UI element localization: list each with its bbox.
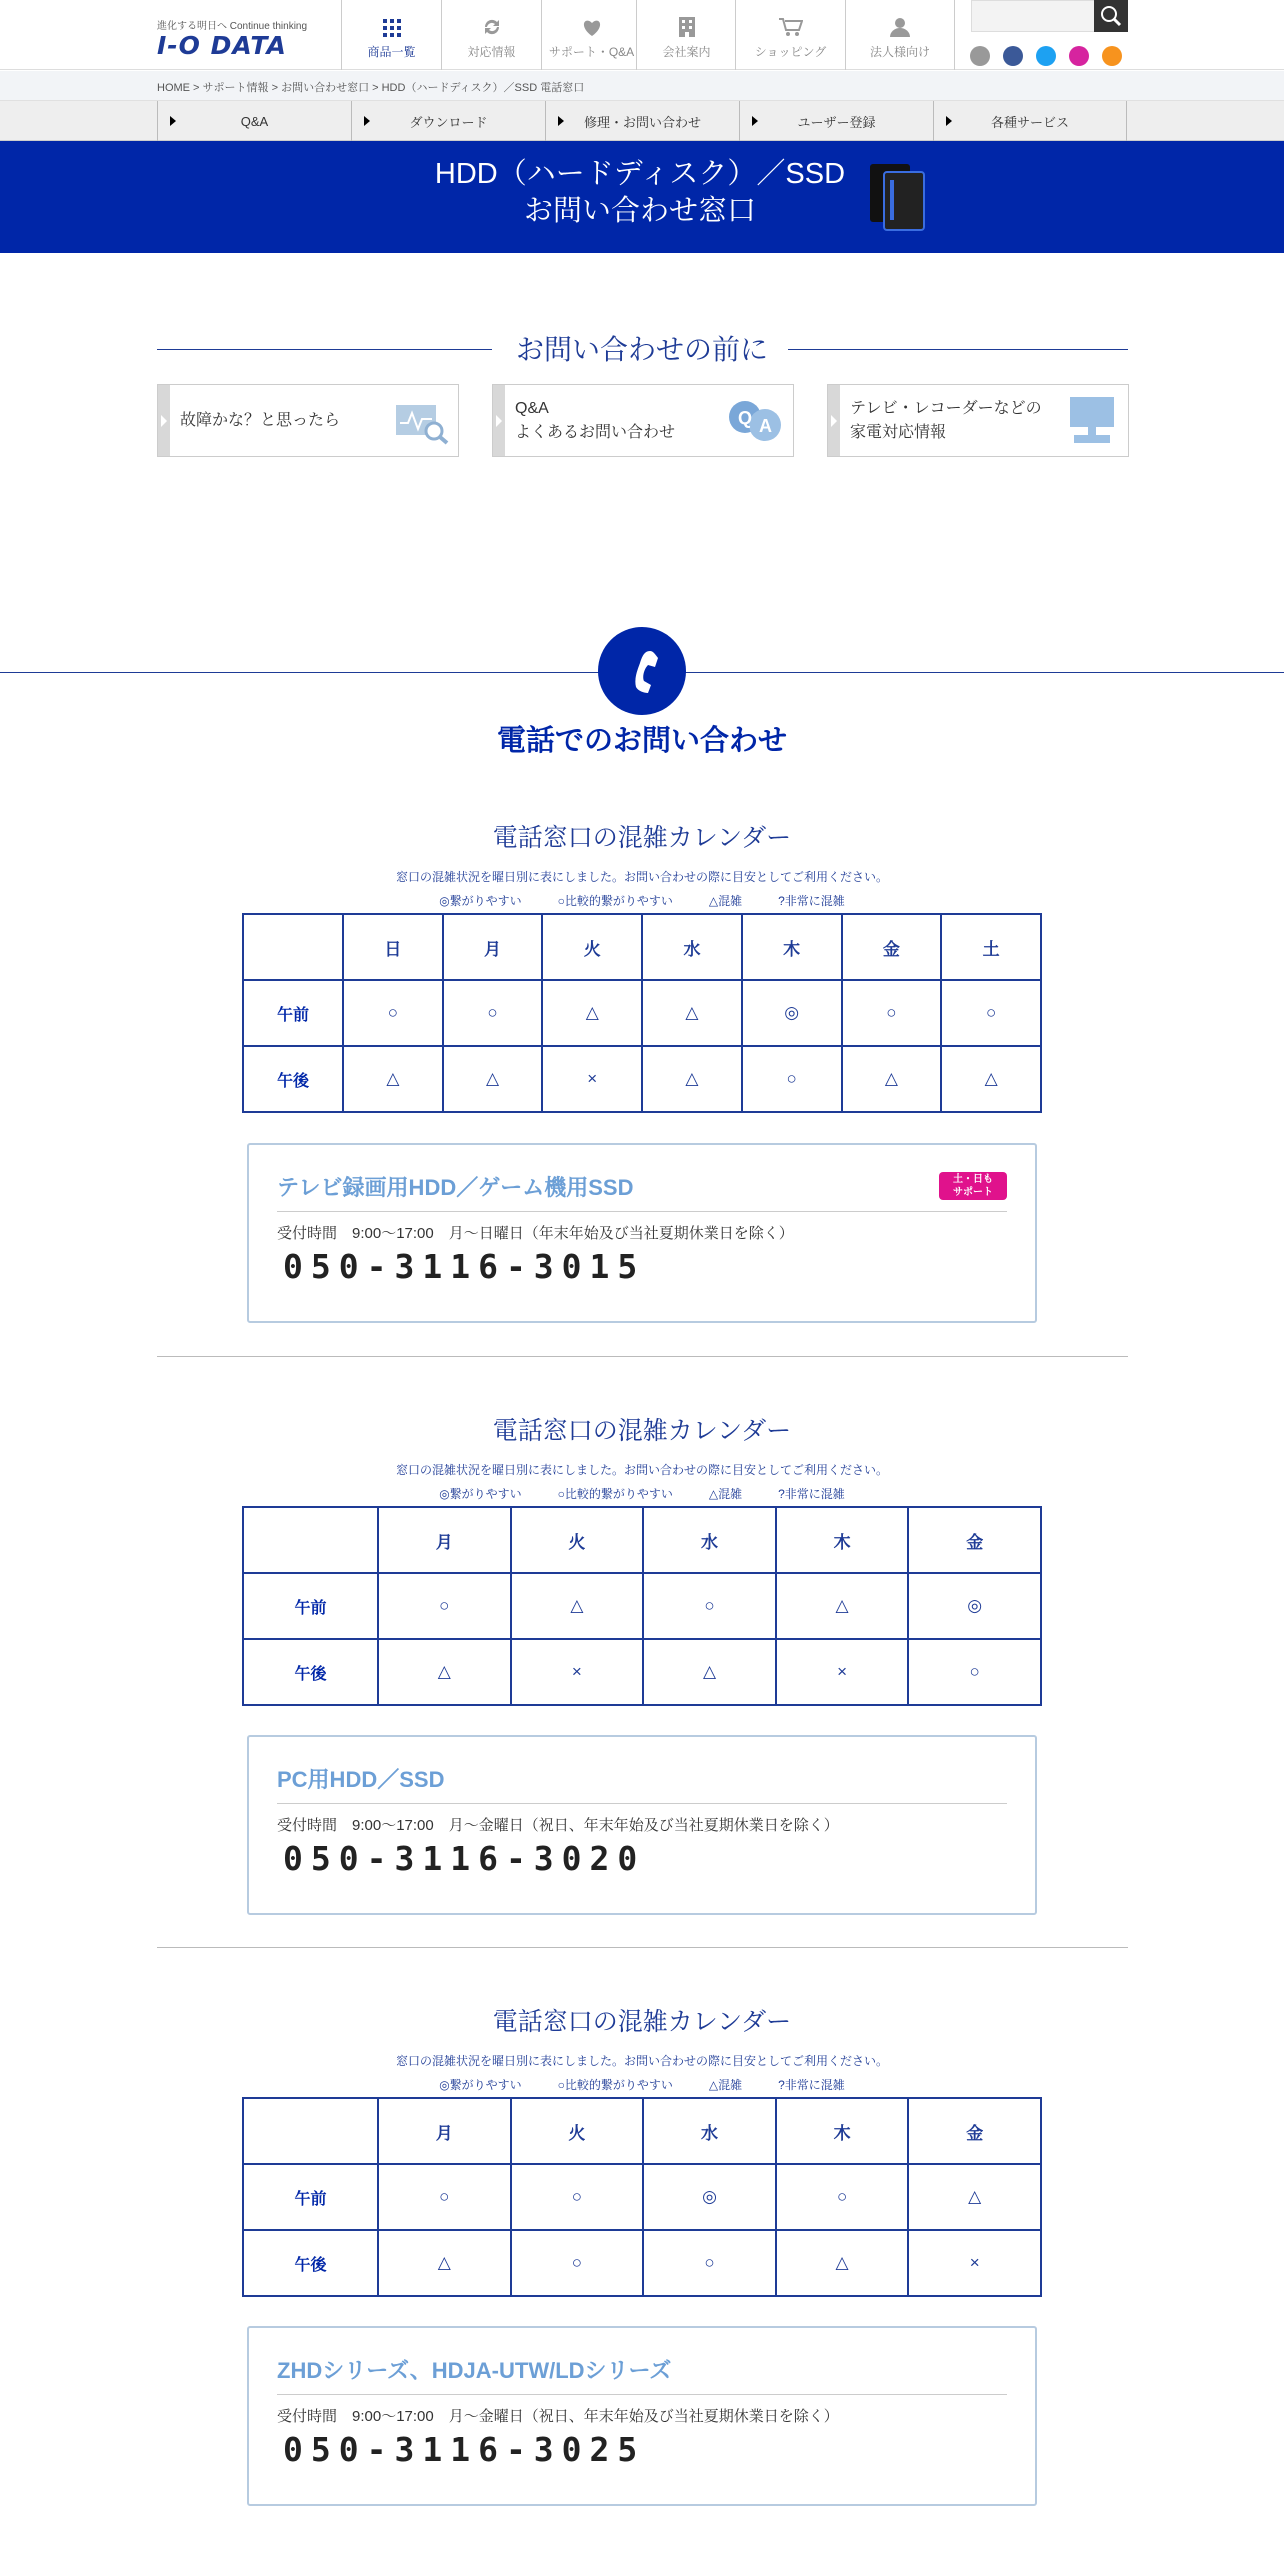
- twitter-icon[interactable]: [1036, 46, 1056, 66]
- search-button[interactable]: [1094, 0, 1128, 32]
- card-qa[interactable]: [492, 384, 794, 457]
- rss-icon[interactable]: [1102, 46, 1122, 66]
- calendar-legend: ◎繋がりやすい ○比較的繋がりやすい △混雑 ?非常に混雑: [439, 1487, 845, 1501]
- card-label: 故障かな？と思ったら: [180, 411, 341, 429]
- day-header: 水: [642, 914, 742, 980]
- nav-business[interactable]: [845, 0, 955, 70]
- svg-text:A: A: [759, 416, 772, 436]
- subnav-qa[interactable]: Q&A: [157, 101, 351, 141]
- phone-number[interactable]: 050-3116-3025: [283, 2430, 646, 2469]
- nav-label: 商品一覧: [367, 45, 416, 59]
- facebook-icon[interactable]: [1003, 46, 1023, 66]
- status-cell: △: [511, 1573, 644, 1639]
- status-cell: ×: [776, 1639, 909, 1705]
- sitemap-icon[interactable]: [970, 46, 990, 66]
- contact-box: [247, 1735, 1037, 1915]
- subnav-services[interactable]: 各種サービス: [933, 101, 1127, 141]
- nav-compat[interactable]: [441, 0, 541, 70]
- status-cell: ○: [742, 1046, 842, 1112]
- table-corner: [243, 1507, 378, 1573]
- nav-label: 法人様向け: [869, 45, 930, 59]
- day-header: 水: [643, 2098, 776, 2164]
- status-cell: △: [378, 2230, 511, 2296]
- tv-icon: [1070, 397, 1114, 445]
- nav-products[interactable]: [341, 0, 441, 70]
- contact-title: ZHDシリーズ、HDJA-UTW/LDシリーズ: [277, 2358, 672, 2383]
- day-header: 月: [443, 914, 543, 980]
- qa-bubble-icon: [725, 397, 787, 447]
- table-corner: [243, 914, 343, 980]
- divider: [157, 1356, 1128, 1357]
- contact-title: テレビ録画用HDD／ゲーム機用SSD: [277, 1175, 634, 1200]
- table-header-row: [243, 1507, 1041, 1573]
- phone-icon: [598, 627, 686, 715]
- divider: [277, 2394, 1007, 2395]
- card-sublabel: よくあるお問い合わせ: [515, 423, 676, 441]
- logo-tagline: 進化する明日へ Continue thinking: [157, 21, 308, 32]
- nav-label: 対応情報: [467, 45, 516, 59]
- divider: [277, 1211, 1007, 1212]
- status-cell: △: [643, 1639, 776, 1705]
- status-cell: ○: [511, 2164, 644, 2230]
- phone-section-title: 電話でのお問い合わせ: [496, 725, 787, 757]
- status-cell: ○: [941, 980, 1041, 1046]
- status-cell: △: [542, 980, 642, 1046]
- table-row: [243, 1573, 1041, 1639]
- svg-text:Q: Q: [738, 408, 753, 428]
- status-cell: ×: [908, 2230, 1041, 2296]
- status-cell: ×: [542, 1046, 642, 1112]
- congestion-table: [242, 1506, 1042, 1706]
- congestion-table: [242, 2097, 1042, 2297]
- card-troubleshoot[interactable]: [157, 384, 459, 457]
- card-label: テレビ・レコーダーなどの: [850, 399, 1042, 417]
- nav-label: サポート・Q&A: [548, 45, 635, 59]
- status-cell: ○: [908, 1639, 1041, 1705]
- day-header: 木: [776, 1507, 909, 1573]
- subnav-registration[interactable]: ユーザー登録: [739, 101, 933, 141]
- status-cell: △: [842, 1046, 942, 1112]
- calendar-description: 窓口の混雑状況を曜日別に表にしました。お問い合わせの際に目安としてご利用ください。: [395, 1463, 888, 1477]
- calendar-legend: ◎繋がりやすい ○比較的繋がりやすい △混雑 ?非常に混雑: [439, 894, 845, 908]
- status-cell: △: [776, 1573, 909, 1639]
- day-header: 木: [776, 2098, 909, 2164]
- calendar-legend: ◎繋がりやすい ○比較的繋がりやすい △混雑 ?非常に混雑: [439, 2078, 845, 2092]
- status-cell: ○: [643, 2230, 776, 2296]
- row-label: 午後: [243, 1639, 378, 1705]
- table-row: [243, 1046, 1041, 1112]
- nav-label: 会社案内: [662, 45, 711, 59]
- row-label: 午前: [243, 980, 343, 1046]
- calendar-title: 電話窓口の混雑カレンダー: [492, 1417, 792, 1445]
- calendar-title: 電話窓口の混雑カレンダー: [492, 824, 792, 852]
- day-header: 火: [511, 1507, 644, 1573]
- instagram-icon[interactable]: [1069, 46, 1089, 66]
- day-header: 日: [343, 914, 443, 980]
- section-title: お問い合わせの前に: [515, 334, 768, 365]
- contact-box: [247, 1143, 1037, 1323]
- status-cell: ◎: [908, 1573, 1041, 1639]
- phone-number[interactable]: 050-3116-3020: [283, 1839, 646, 1878]
- status-cell: ○: [842, 980, 942, 1046]
- search-input[interactable]: [971, 0, 1098, 32]
- status-cell: ○: [378, 2164, 511, 2230]
- contact-title: PC用HDD／SSD: [277, 1767, 445, 1792]
- status-cell: △: [776, 2230, 909, 2296]
- table-corner: [243, 2098, 378, 2164]
- status-cell: ○: [511, 2230, 644, 2296]
- contact-hours: 受付時間 9:00～17:00 月～日曜日（年末年始及び当社夏期休業日を除く）: [277, 1225, 794, 1242]
- day-header: 金: [908, 2098, 1041, 2164]
- status-cell: ○: [443, 980, 543, 1046]
- day-header: 月: [378, 2098, 511, 2164]
- status-cell: ○: [343, 980, 443, 1046]
- logo-text: I-O DATA: [157, 31, 287, 60]
- card-appliance[interactable]: [827, 384, 1129, 457]
- hdd-product-icon: [862, 160, 934, 232]
- cart-icon: [779, 17, 803, 37]
- card-arrow: [828, 385, 840, 456]
- status-cell: △: [378, 1639, 511, 1705]
- table-row: [243, 2230, 1041, 2296]
- status-cell: △: [642, 980, 742, 1046]
- building-icon: [678, 17, 696, 37]
- contact-hours: 受付時間 9:00～17:00 月～金曜日（祝日、年末年始及び当社夏期休業日を除く）: [277, 1817, 839, 1834]
- divider: [157, 1947, 1128, 1948]
- contact-hours: 受付時間 9:00～17:00 月～金曜日（祝日、年末年始及び当社夏期休業日を除く）: [277, 2408, 839, 2425]
- nav-company[interactable]: [636, 0, 736, 70]
- weekend-support-badge: 土・日も サポート: [939, 1172, 1007, 1200]
- day-header: 土: [941, 914, 1041, 980]
- nav-support[interactable]: [541, 0, 641, 70]
- status-cell: ×: [511, 1639, 644, 1705]
- status-cell: △: [343, 1046, 443, 1112]
- status-cell: ○: [643, 1573, 776, 1639]
- calendar-description: 窓口の混雑状況を曜日別に表にしました。お問い合わせの際に目安としてご利用ください。: [395, 2054, 888, 2068]
- day-header: 月: [378, 1507, 511, 1573]
- table-header-row: [243, 2098, 1041, 2164]
- status-cell: △: [443, 1046, 543, 1112]
- person-icon: [890, 17, 910, 37]
- row-label: 午前: [243, 2164, 378, 2230]
- nav-label: ショッピング: [754, 45, 827, 59]
- calendar-description: 窓口の混雑状況を曜日別に表にしました。お問い合わせの際に目安としてご利用ください。: [395, 870, 888, 884]
- contact-box: [247, 2326, 1037, 2506]
- table-header-row: [243, 914, 1041, 980]
- nav-shopping[interactable]: [735, 0, 845, 70]
- site-logo[interactable]: [157, 17, 317, 59]
- breadcrumb[interactable]: HOME > サポート情報 > お問い合わせ窓口 > HDD（ハードディスク）／SSD 電話窓口: [157, 82, 585, 94]
- status-cell: △: [642, 1046, 742, 1112]
- status-cell: ◎: [742, 980, 842, 1046]
- congestion-table: [242, 913, 1042, 1113]
- status-cell: ○: [378, 1573, 511, 1639]
- search-icon: [1094, 0, 1128, 32]
- row-label: 午後: [243, 1046, 343, 1112]
- row-label: 午後: [243, 2230, 378, 2296]
- status-cell: ○: [776, 2164, 909, 2230]
- day-header: 金: [842, 914, 942, 980]
- card-sublabel: 家電対応情報: [850, 423, 947, 441]
- phone-number[interactable]: 050-3116-3015: [283, 1247, 646, 1286]
- heart-icon: [582, 19, 602, 37]
- table-row: [243, 1639, 1041, 1705]
- row-label: 午前: [243, 1573, 378, 1639]
- day-header: 金: [908, 1507, 1041, 1573]
- phone-badge: [598, 627, 686, 715]
- table-row: [243, 2164, 1041, 2230]
- status-cell: ◎: [643, 2164, 776, 2230]
- subnav-download[interactable]: ダウンロード: [351, 101, 545, 141]
- table-row: [243, 980, 1041, 1046]
- divider: [277, 1803, 1007, 1804]
- card-arrow: [493, 385, 505, 456]
- status-cell: △: [941, 1046, 1041, 1112]
- day-header: 火: [511, 2098, 644, 2164]
- status-cell: △: [908, 2164, 1041, 2230]
- grid-icon: [383, 19, 401, 37]
- day-header: 水: [643, 1507, 776, 1573]
- calendar-title: 電話窓口の混雑カレンダー: [492, 2008, 792, 2036]
- page-title: HDD（ハードディスク）／SSD お問い合わせ窓口: [434, 158, 846, 227]
- refresh-icon: [481, 17, 503, 37]
- diagnosis-icon: [394, 401, 450, 445]
- card-arrow: [158, 385, 170, 456]
- day-header: 木: [742, 914, 842, 980]
- card-label: Q&A: [515, 399, 549, 417]
- day-header: 火: [542, 914, 642, 980]
- subnav-repair[interactable]: 修理・お問い合わせ: [545, 101, 739, 141]
